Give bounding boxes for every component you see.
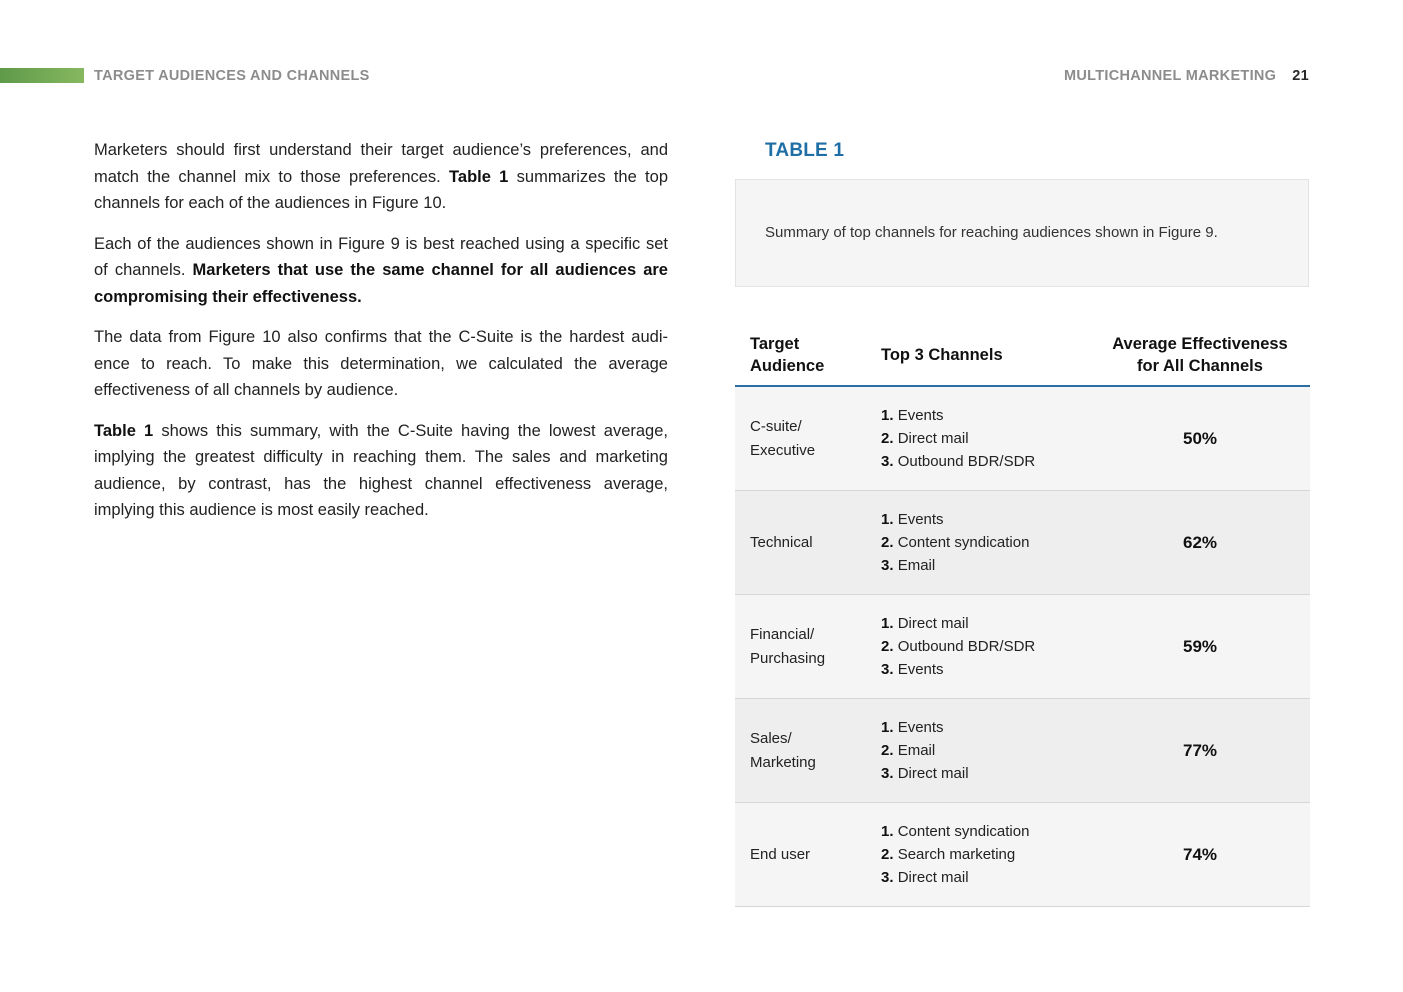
channel-item xyxy=(881,612,1035,635)
channel-rank: 3. xyxy=(881,869,894,886)
audience-line: Marketing xyxy=(750,753,816,771)
table-body xyxy=(735,387,1310,907)
running-header xyxy=(1064,68,1309,84)
table-header xyxy=(735,323,1310,387)
audience-line: Financial/ xyxy=(750,626,815,643)
header-target-audience: Target Audience xyxy=(750,335,825,375)
audience-text xyxy=(750,843,810,867)
table-caption-box xyxy=(735,179,1309,287)
channel-item xyxy=(881,762,969,785)
audience-text xyxy=(750,623,825,670)
channel-rank: 3. xyxy=(881,765,894,782)
cell-effectiveness: 74% xyxy=(1182,844,1218,864)
cell-audience xyxy=(750,595,870,698)
paragraph-1: Marketers should first understand their target audience’s preferences, and match the channel mix to those preferences. Table 1 summarizes the top channels for each of the audiences in Figure 10. xyxy=(94,141,668,212)
channel-name: Outbound BDR/SDR xyxy=(897,638,1036,655)
channel-name: Direct mail xyxy=(897,765,969,782)
cell-effectiveness: 77% xyxy=(1182,740,1218,760)
channel-item xyxy=(881,658,1035,681)
channel-rank: 2. xyxy=(881,742,894,759)
channel-name: Direct mail xyxy=(897,615,969,632)
summary-table xyxy=(735,323,1310,907)
table-row xyxy=(735,595,1310,699)
table-row xyxy=(735,491,1310,595)
channel-item xyxy=(881,404,1035,427)
cell-audience xyxy=(750,803,870,906)
channel-rank: 1. xyxy=(881,719,894,736)
cell-effectiveness: 62% xyxy=(1182,532,1218,552)
table-row xyxy=(735,699,1310,803)
channel-rank: 1. xyxy=(881,615,894,632)
channel-rank: 1. xyxy=(881,407,894,424)
cell-channels xyxy=(881,699,969,802)
cell-audience xyxy=(750,491,870,594)
cell-audience xyxy=(750,699,870,802)
audience-text xyxy=(750,531,813,555)
audience-text xyxy=(750,727,816,774)
channel-name: Email xyxy=(897,557,936,574)
channel-name: Content syndication xyxy=(897,534,1030,551)
channel-item xyxy=(881,427,1035,450)
table-label: TABLE 1 xyxy=(765,140,845,161)
channel-name: Events xyxy=(897,719,944,736)
paragraph-3: The data from Figure 10 also confirms that the C-Suite is the hardest audi-ence to reach. To make this determination, we calculated the average effectiveness of all channels by audience. xyxy=(94,328,668,399)
cell-channels xyxy=(881,387,1035,490)
channel-name: Events xyxy=(897,511,944,528)
audience-line: End user xyxy=(750,845,811,863)
channel-rank: 2. xyxy=(881,534,894,551)
channel-rank: 3. xyxy=(881,557,894,574)
channel-name: Content syndication xyxy=(897,823,1030,840)
audience-line: C-suite/ xyxy=(750,418,802,435)
cell-effectiveness: 50% xyxy=(1182,428,1218,448)
channel-rank: 2. xyxy=(881,846,894,863)
paragraph-4: Table 1 shows this summary, with the C-Suite having the lowest average, implying the greatest difficulty in reaching them. The sales and marketing audience, by contrast, has the highest channel effectiveness average, implying this audience is most easily reached. xyxy=(94,421,668,519)
body-text xyxy=(94,137,668,538)
cell-channels xyxy=(881,491,1029,594)
cell-channels xyxy=(881,803,1029,906)
cell-effectiveness: 59% xyxy=(1182,636,1218,656)
section-accent-bar xyxy=(0,68,84,83)
channel-item xyxy=(881,508,1029,531)
channel-name: Search marketing xyxy=(897,846,1016,863)
cell-audience xyxy=(750,387,870,490)
channel-item xyxy=(881,531,1029,554)
channel-item xyxy=(881,739,969,762)
audience-line: Technical xyxy=(750,533,813,551)
channel-rank: 3. xyxy=(881,661,894,678)
audience-text xyxy=(750,415,815,462)
channel-item xyxy=(881,866,1029,889)
channel-name: Events xyxy=(897,661,944,678)
channel-item xyxy=(881,554,1029,577)
audience-line: Sales/ xyxy=(750,730,792,747)
table-caption: Summary of top channels for reaching audiences shown in Figure 9. xyxy=(765,224,1218,241)
header-top-channels: Top 3 Channels xyxy=(881,346,1003,364)
audience-line: Purchasing xyxy=(750,649,826,667)
table-row xyxy=(735,803,1310,907)
channel-item xyxy=(881,716,969,739)
paragraph-2: Each of the audiences shown in Figure 9 is best reached using a specific set of channels. Marketers that use the same channel for all audiences are compromising their effectiveness. xyxy=(94,234,668,306)
table-row xyxy=(735,387,1310,491)
channel-item xyxy=(881,820,1029,843)
channel-name: Direct mail xyxy=(897,430,969,447)
channel-rank: 2. xyxy=(881,638,894,655)
channel-rank: 1. xyxy=(881,511,894,528)
document-title: MULTICHANNEL MARKETING xyxy=(1063,68,1277,84)
channel-item xyxy=(881,635,1035,658)
channel-name: Email xyxy=(897,742,936,759)
page-number: 21 xyxy=(1292,68,1309,84)
channel-rank: 3. xyxy=(881,453,894,470)
channel-name: Outbound BDR/SDR xyxy=(897,453,1036,470)
header-avg-effectiveness: Average Effectiveness for All Channels xyxy=(1112,335,1288,375)
channel-name: Events xyxy=(897,407,944,424)
cell-channels xyxy=(881,595,1035,698)
channel-name: Direct mail xyxy=(897,869,969,886)
channel-item xyxy=(881,450,1035,473)
audience-line: Executive xyxy=(750,441,816,459)
channel-rank: 2. xyxy=(881,430,894,447)
section-title: TARGET AUDIENCES AND CHANNELS xyxy=(94,68,370,84)
channel-item xyxy=(881,843,1029,866)
channel-rank: 1. xyxy=(881,823,894,840)
